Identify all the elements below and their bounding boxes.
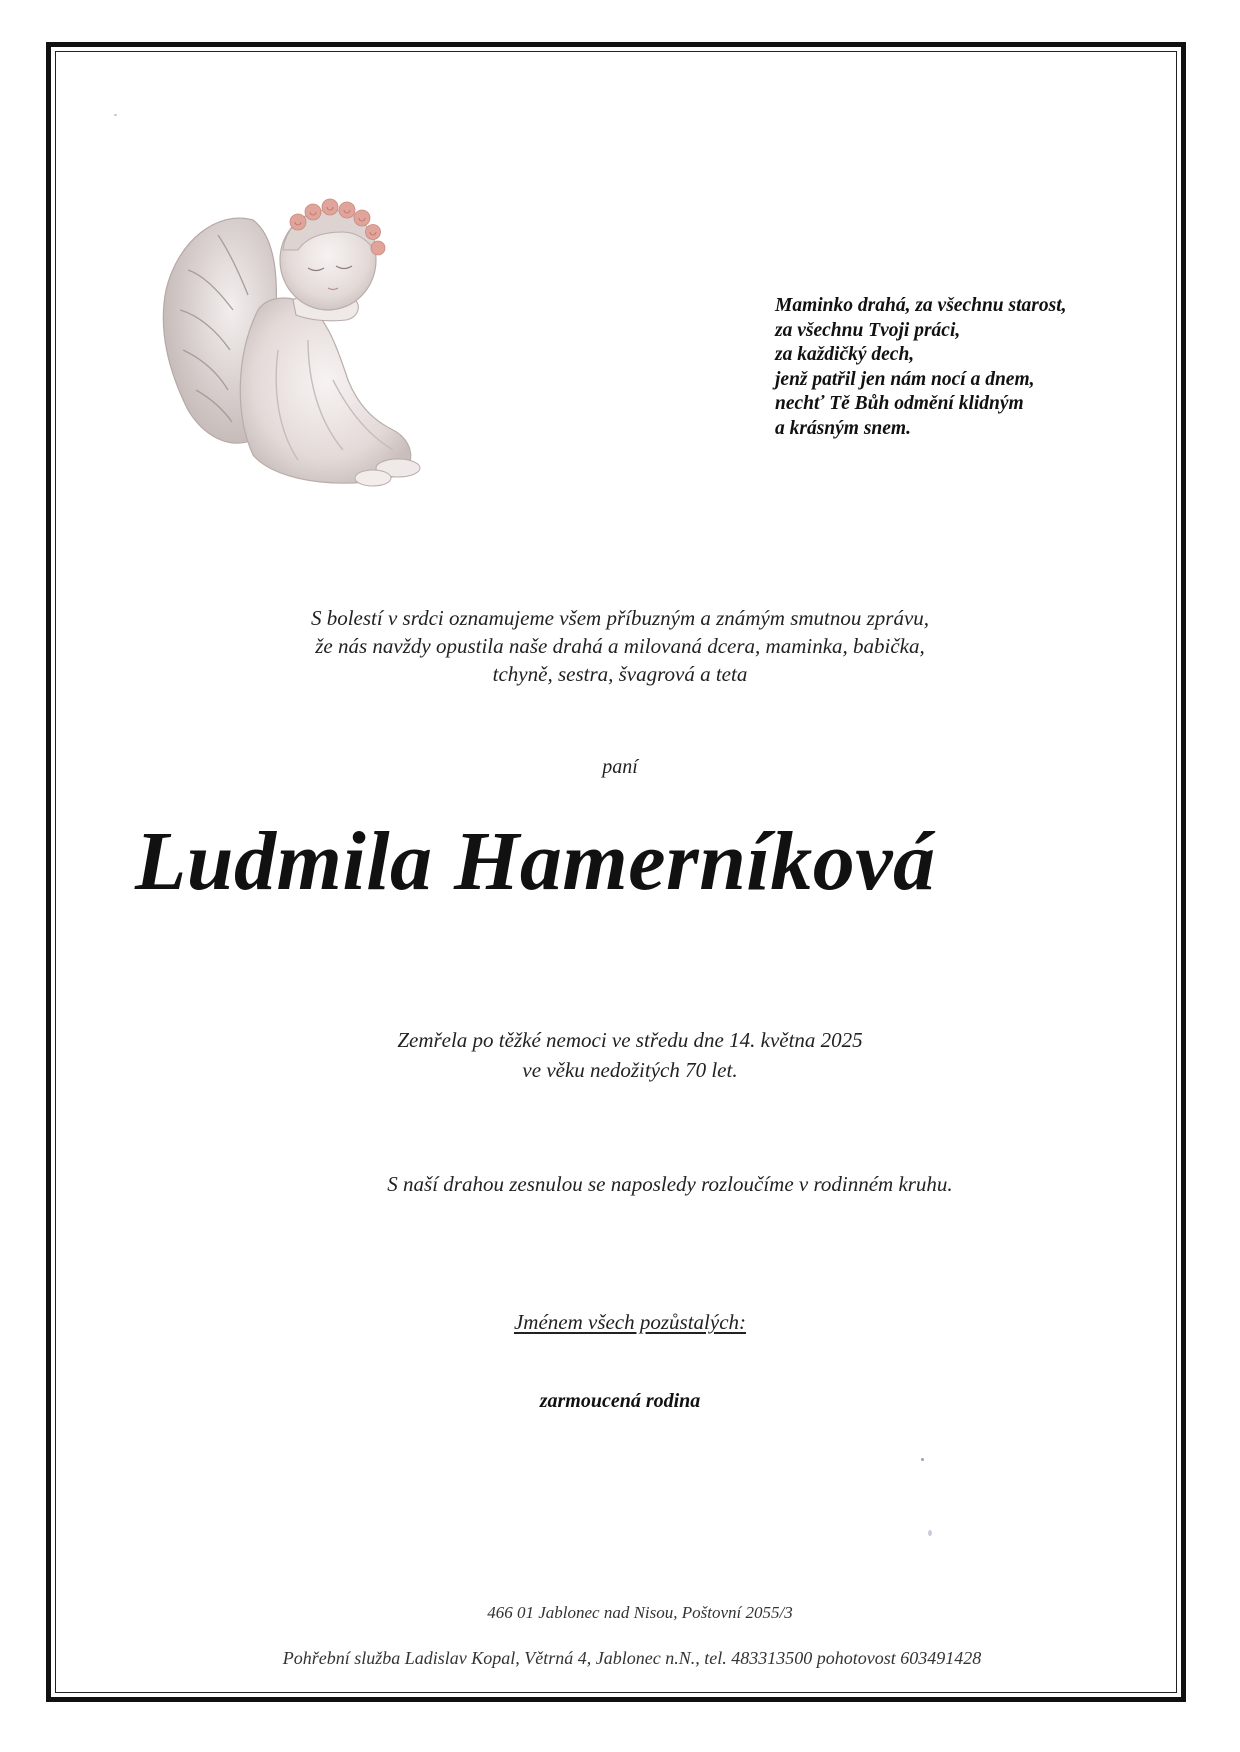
angel-icon [158,180,468,500]
announcement-line: že nás navždy opustila naše drahá a milovaná dcera, maminka, babička, [315,634,925,658]
poem-line: a krásným snem. [775,417,911,439]
announcement-line: tchyně, sestra, švagrová a teta [492,662,748,686]
poem-line: za všechnu Tvoji práci, [775,319,961,341]
death-notice-line: Zemřela po těžké nemoci ve středu dne 14. května 2025 [397,1028,863,1052]
poem-line: nechť Tě Bůh odmění klidným [775,393,1024,414]
scan-speck [921,1458,924,1461]
farewell-text: S naší drahou zesnulou se naposledy rozloučíme v rodinném kruhu. [387,1172,953,1196]
poem-line: jenž patřil jen nám nocí a dnem, [775,368,1035,390]
on-behalf-heading [10,1310,1240,1335]
family-signature: zarmoucená rodina [539,1390,701,1412]
undertaker-line: Pohřební služba Ladislav Kopal, Větrná 4, Jablonec n.N., tel. 483313500 pohotovost 603491428 [282,1648,982,1668]
deceased-name: Ludmila Hamerníková [135,815,936,908]
announcement-text [0,604,1240,688]
poem-line: za každičký dech, [775,344,915,365]
address-line: 466 01 Jablonec nad Nisou, Poštovní 2055/3 [487,1603,793,1622]
scan-speck [928,1530,932,1536]
death-notice [10,1025,1240,1085]
on-behalf-label: Jménem všech pozůstalých: [513,1310,747,1334]
scan-speck [114,114,117,116]
poem-line: Maminko drahá, za všechnu starost, [775,295,1067,316]
honorific: paní [602,756,638,778]
memorial-poem [775,294,1155,441]
death-notice-line: ve věku nedožitých 70 let. [522,1058,738,1082]
announcement-line: S bolestí v srdci oznamujeme všem příbuzným a známým smutnou zprávu, [310,606,930,630]
